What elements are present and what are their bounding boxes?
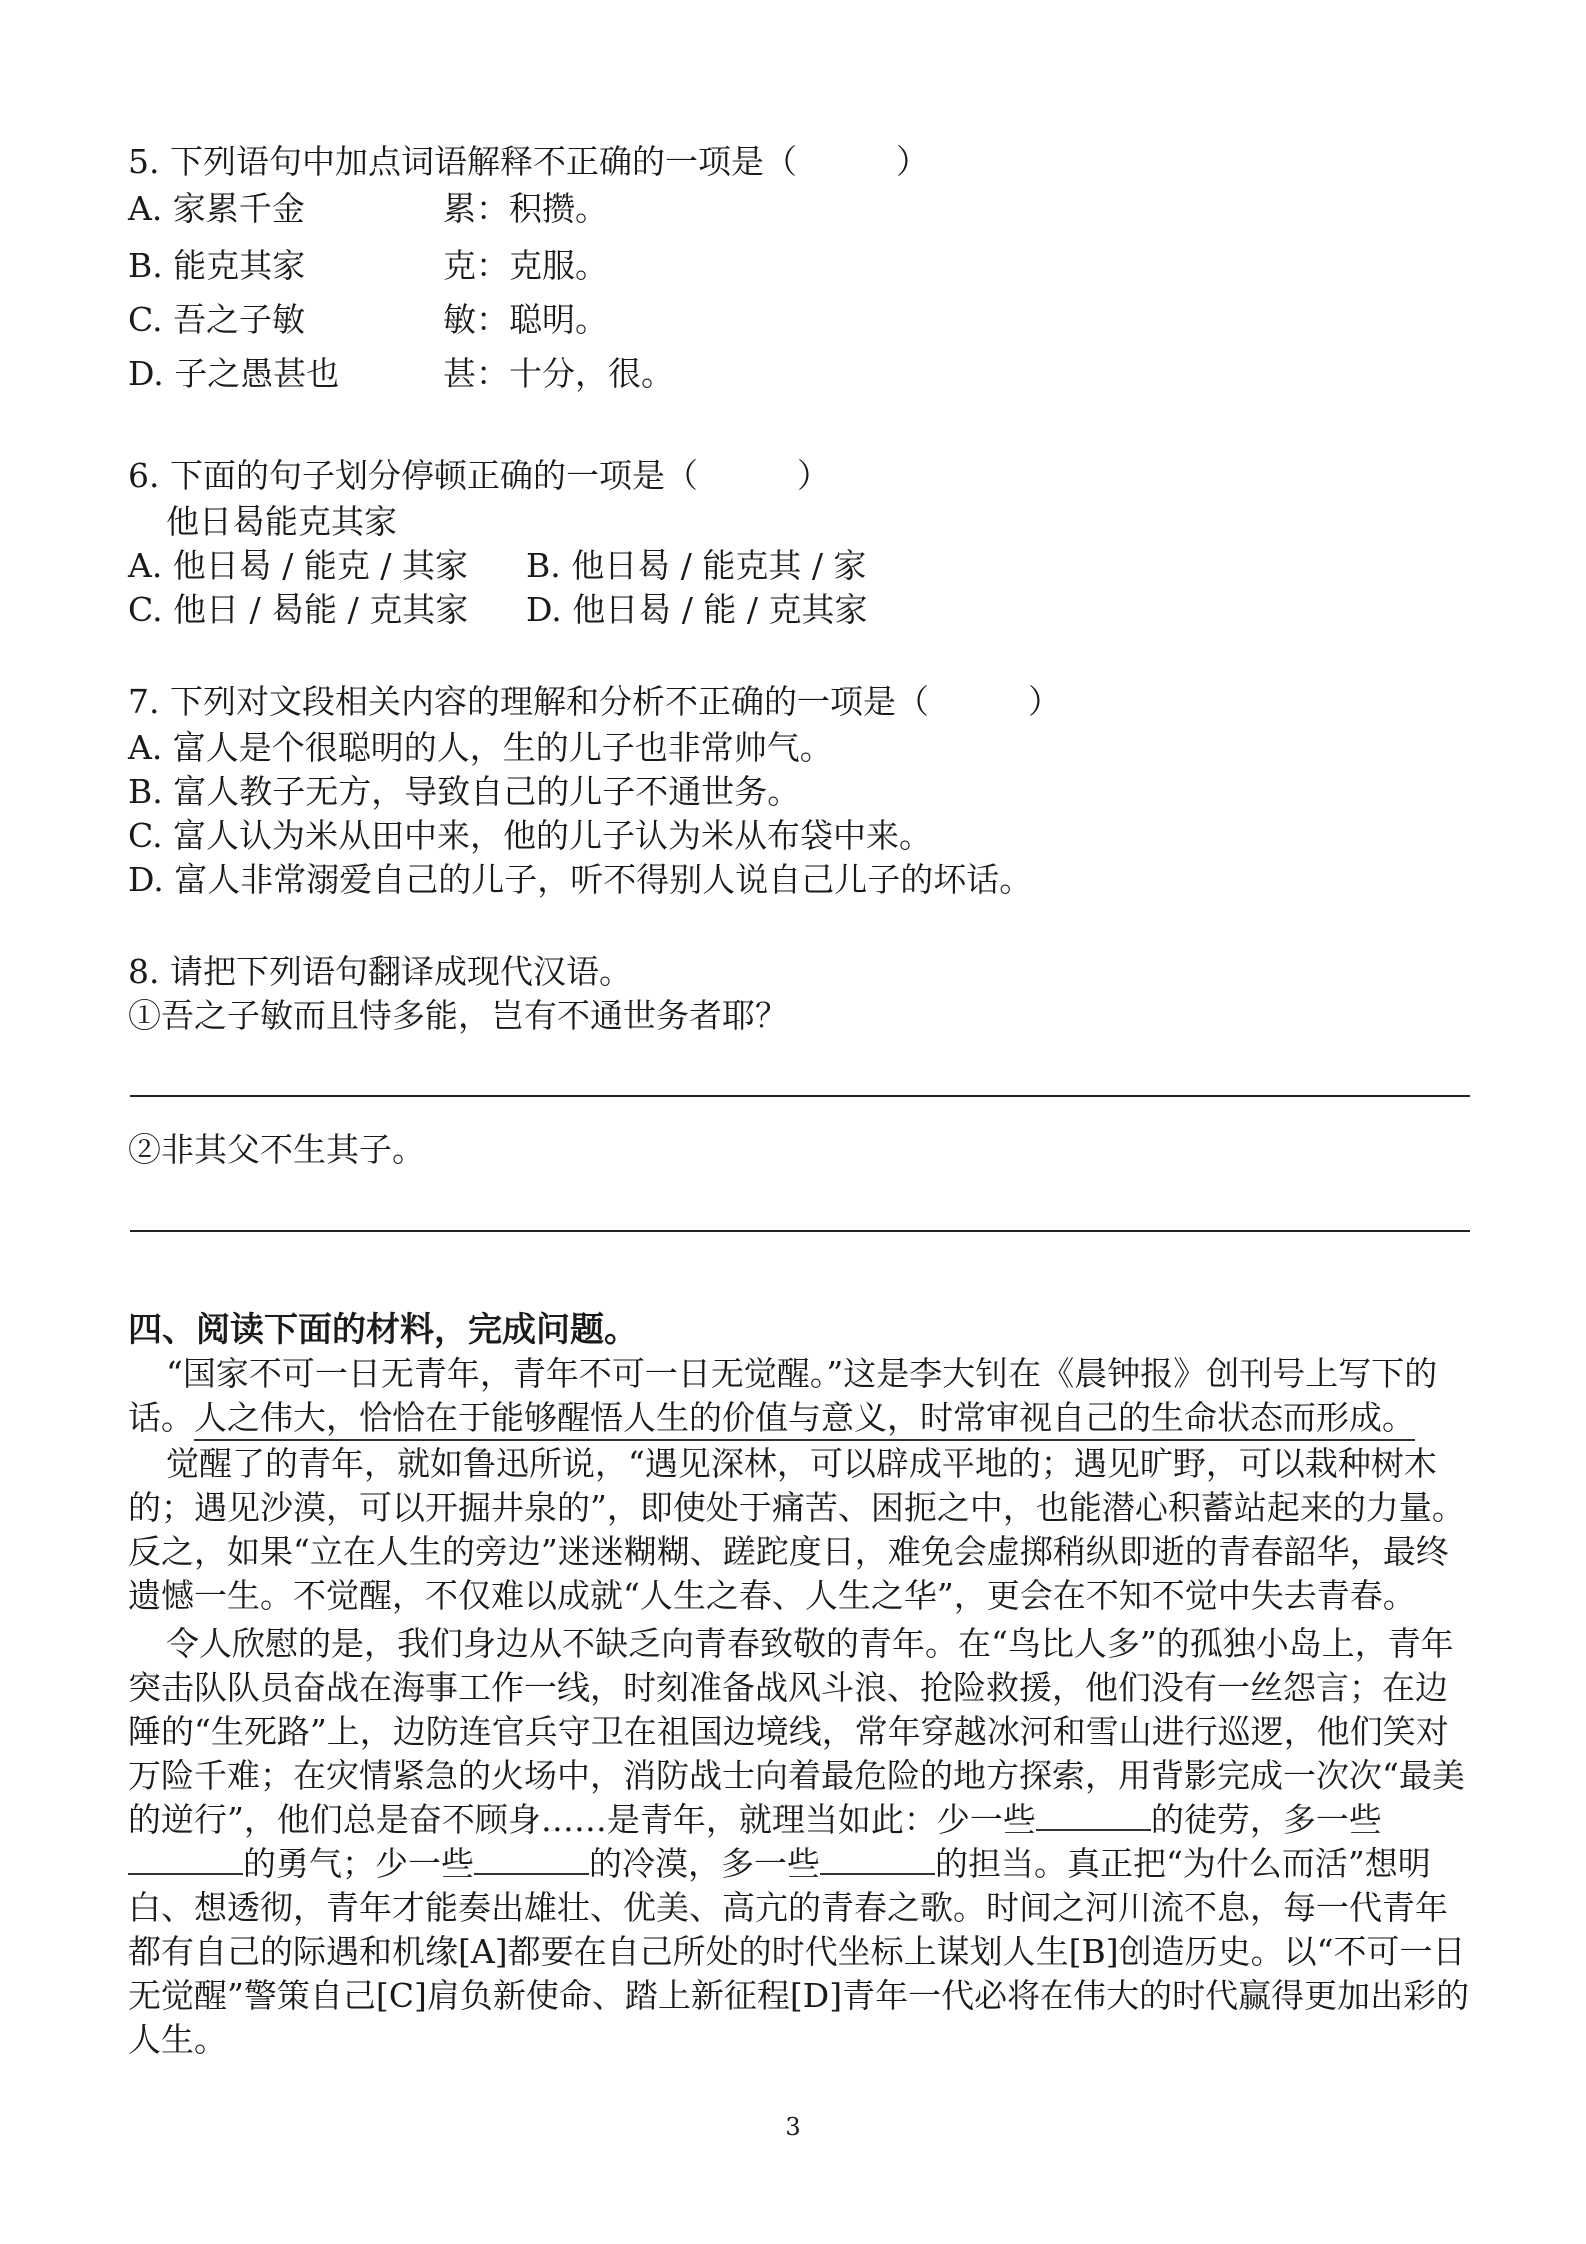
fill-blank-2[interactable] bbox=[128, 1843, 243, 1875]
paragraph-1-text: “国家不可一日无青年，青年不可一日无觉醒。”这是李大钊在《晨钟报》创刊号上写下的话。 bbox=[128, 1354, 1438, 1437]
q8-item-2: ②非其父不生其子。 bbox=[128, 1130, 425, 1169]
answer-line-1[interactable] bbox=[130, 1095, 1470, 1097]
q7-option-a: A. 富人是个很聪明的人，生的儿子也非常帅气。 bbox=[128, 728, 833, 767]
q6-option-d: D. 他日曷 / 能 / 克其家 bbox=[526, 590, 868, 629]
q7-option-d: D. 富人非常溺爱自己的儿子，听不得别人说自己儿子的坏话。 bbox=[128, 860, 1033, 899]
option-label: A. 家累千金 bbox=[128, 189, 305, 228]
option-gloss: 克：克服。 bbox=[443, 246, 608, 285]
paragraph-3-text-c: 的勇气；少一些 bbox=[243, 1844, 474, 1883]
q6-option-a: A. 他日曷 / 能克 / 其家 bbox=[128, 546, 469, 585]
option-label: C. 吾之子敏 bbox=[128, 300, 306, 339]
underlined-sentence: 人之伟大，恰恰在于能够醒悟人生的价值与意义，时常审视自己的生命状态而形成。 bbox=[194, 1398, 1415, 1441]
option-gloss: 甚：十分，很。 bbox=[443, 354, 674, 393]
q5-option-c bbox=[128, 298, 608, 342]
paragraph-3 bbox=[128, 1622, 1473, 2062]
paragraph-3-text-e: 的担当。真正把“为什么而活”想明白、想透彻，青年才能奏出雄壮、优美、高亢的青春之歌。时间之河川流不息，每一代青年都有自己的际遇和机缘[A]都要在自己所处的时代坐标上谋划人生[B]创造历史。以“不可一日无觉醒”警策自己[C]肩负新使命、踏上新征程[D]青年一代必将在伟大的时代赢得更加出彩的人生。 bbox=[128, 1844, 1470, 2059]
q5-stem: 5. 下列语句中加点词语解释不正确的一项是（ ） bbox=[128, 142, 929, 181]
paragraph-3-text-b: 的徒劳，多一些 bbox=[1150, 1800, 1382, 1839]
section-4-title: 四、阅读下面的材料，完成问题。 bbox=[128, 1310, 638, 1350]
q6-stem: 6. 下面的句子划分停顿正确的一项是（ ） bbox=[128, 456, 830, 495]
page-number: 3 bbox=[785, 2113, 801, 2141]
fill-blank-3[interactable] bbox=[474, 1843, 589, 1875]
q6-option-c: C. 他日 / 曷能 / 克其家 bbox=[128, 590, 469, 629]
q7-option-c: C. 富人认为米从田中来，他的儿子认为米从布袋中来。 bbox=[128, 816, 933, 855]
q6-options-row-1 bbox=[128, 544, 867, 588]
option-label: D. 子之愚甚也 bbox=[128, 354, 340, 393]
fill-blank-1[interactable] bbox=[1036, 1799, 1151, 1831]
q7-option-b: B. 富人教子无方，导致自己的儿子不通世务。 bbox=[128, 772, 801, 811]
q6-sentence: 他日曷能克其家 bbox=[166, 502, 397, 541]
option-label: B. 能克其家 bbox=[128, 246, 306, 285]
fill-blank-4[interactable] bbox=[820, 1843, 935, 1875]
answer-line-2[interactable] bbox=[130, 1230, 1470, 1232]
paragraph-3-text-d: 的冷漠，多一些 bbox=[589, 1844, 820, 1883]
paragraph-1 bbox=[128, 1352, 1473, 1440]
option-gloss: 累：积攒。 bbox=[443, 189, 608, 228]
q8-stem: 8. 请把下列语句翻译成现代汉语。 bbox=[128, 952, 632, 991]
q5-option-d bbox=[128, 352, 674, 396]
q6-option-b: B. 他日曷 / 能克其 / 家 bbox=[526, 546, 867, 585]
paragraph-3-text-a: 令人欣慰的是，我们身边从不缺乏向青春致敬的青年。在“鸟比人多”的孤独小岛上，青年突击队队员奋战在海事工作一线，时刻准备战风斗浪、抢险救援，他们没有一丝怨言；在边陲的“生死路”上，边防连官兵守卫在祖国边境线，常年穿越冰河和雪山进行巡逻，他们笑对万险千难；在灾情紧急的火场中，消防战士向着最危险的地方探索，用背影完成一次次“最美的逆行”，他们总是奋不顾身……是青年，就理当如此：少一些 bbox=[128, 1624, 1465, 1839]
q6-options-row-2 bbox=[128, 588, 868, 632]
paragraph-2: 觉醒了的青年，就如鲁迅所说，“遇见深林，可以辟成平地的；遇见旷野，可以栽种树木的；遇见沙漠，可以开掘井泉的”，即使处于痛苦、困扼之中，也能潜心积蓄站起来的力量。反之，如果“立在人生的旁边”迷迷糊糊、蹉跎度日，难免会虚掷稍纵即逝的青春韶华，最终遗憾一生。不觉醒，不仅难以成就“人生之春、人生之华”，更会在不知不觉中失去青春。 bbox=[128, 1444, 1465, 1615]
q5-option-b bbox=[128, 244, 608, 288]
option-gloss: 敏：聪明。 bbox=[443, 300, 608, 339]
q5-option-a bbox=[128, 187, 608, 231]
q7-stem: 7. 下列对文段相关内容的理解和分析不正确的一项是（ ） bbox=[128, 682, 1061, 721]
q8-item-1: ①吾之子敏而且恃多能，岂有不通世务者耶？ bbox=[128, 996, 788, 1035]
